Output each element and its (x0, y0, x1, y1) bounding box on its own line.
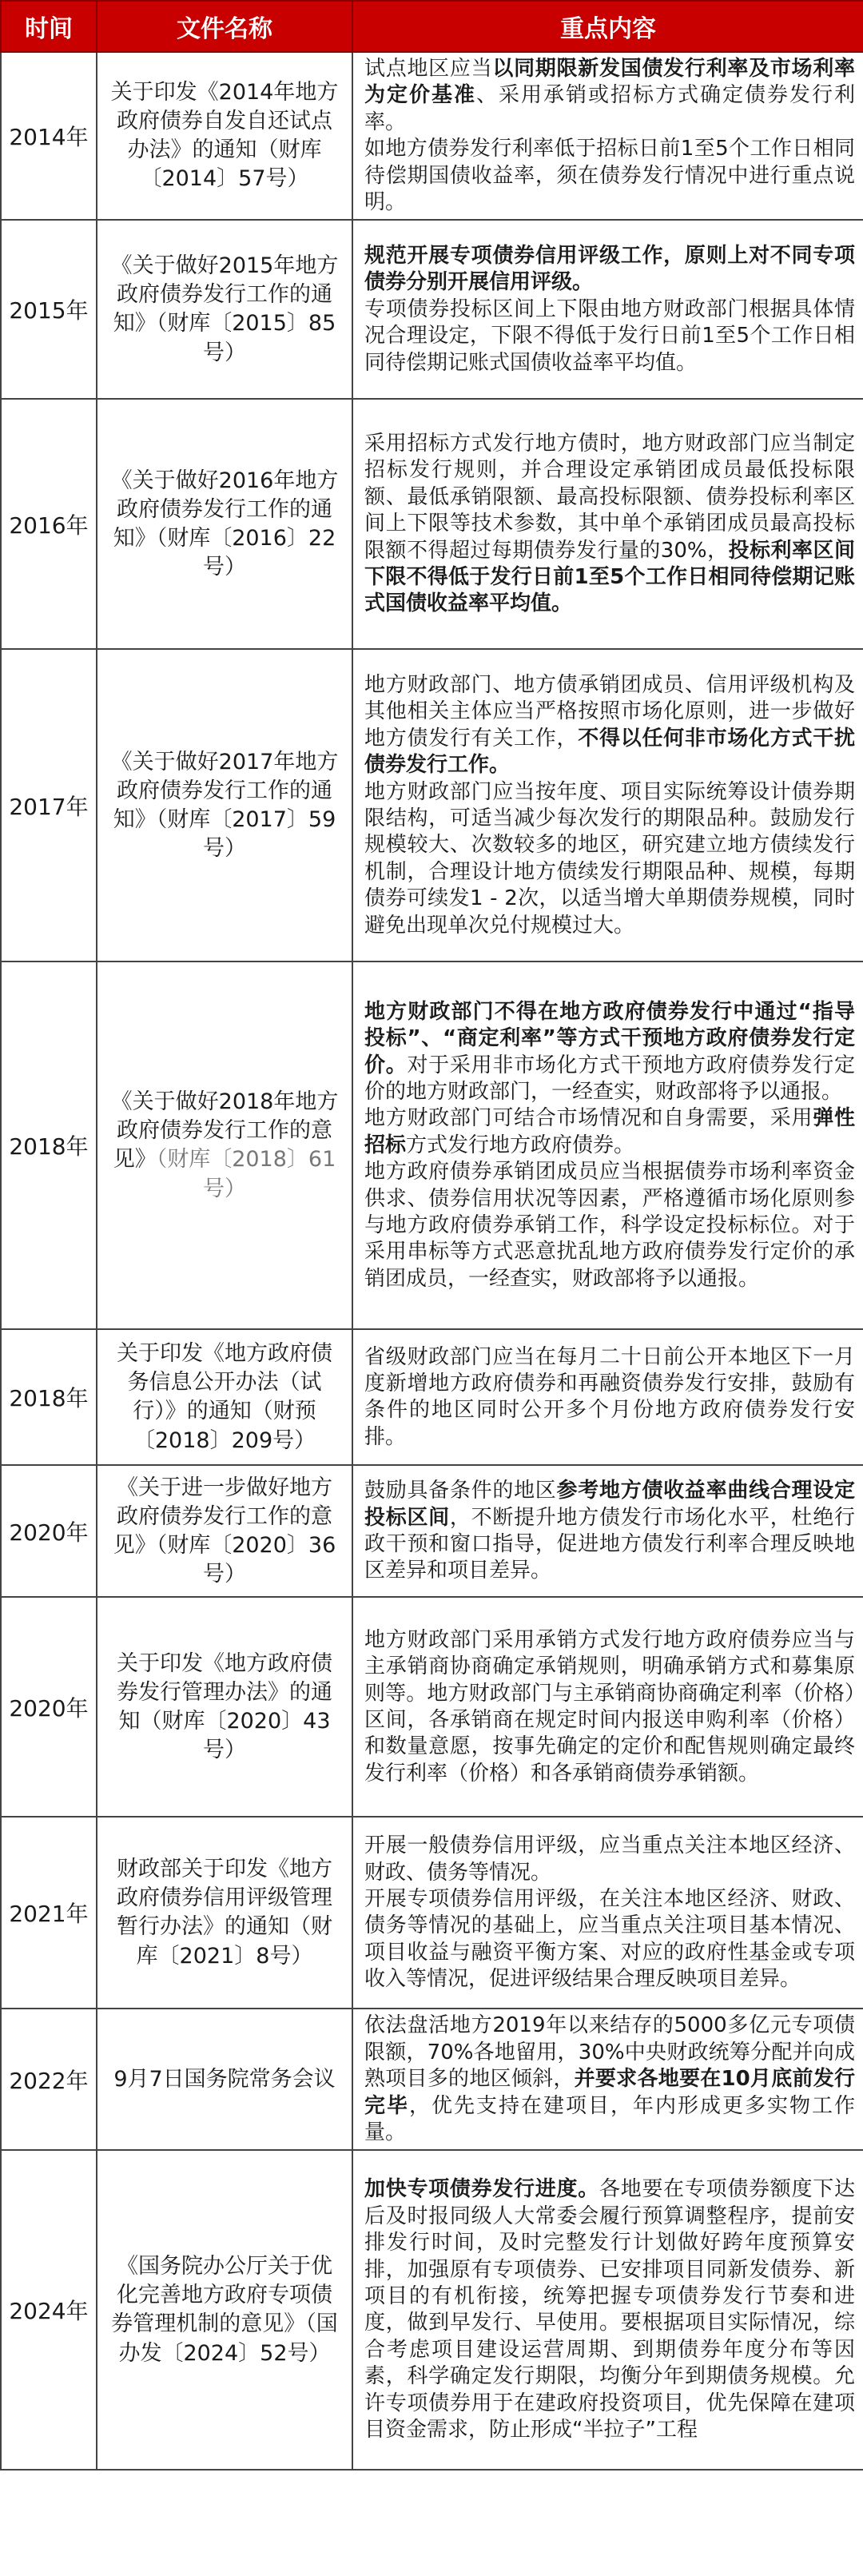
content-emphasis: 地方财政部门不得在地方政府债券发行中通过“指导投标”、“商定利率”等方式干预地方政府债券发行定价。 (364, 999, 855, 1077)
header-content: 重点内容 (352, 1, 863, 52)
row-document (97, 962, 352, 1329)
content-text: 地方财政部门采用承销方式发行地方政府债券应当与主承销商协商确定承销规则，明确承销方式和募集原则等。地方财政部门与主承销商协商确定利率（价格）区间，各承销商在规定时间内报送申购利率（价格）和数量意愿，按事先确定的定价和配售规则确定最终发行利率（价格）和各承销商债券承销额。 (364, 1627, 855, 1786)
content-text: 试点地区应当 (364, 57, 493, 81)
content-paragraph (364, 1627, 855, 1787)
row-document (97, 1817, 352, 2009)
content-text: 方式发行地方政府债券。 (406, 1133, 635, 1157)
row-content (352, 1329, 863, 1465)
row-year: 2015年 (1, 220, 97, 399)
row-content (352, 2150, 863, 2470)
content-paragraph (364, 1344, 855, 1451)
table-row (1, 962, 863, 1329)
content-text: 鼓励具备条件的地区 (364, 1479, 557, 1503)
row-year: 2016年 (1, 399, 97, 649)
row-year: 2022年 (1, 2009, 97, 2150)
doc-title: 《关于做好2016年地方政府债券发行工作的通知》（财库〔2016〕22号） (110, 468, 339, 580)
table-row (1, 399, 863, 649)
row-content (352, 220, 863, 399)
content-emphasis: 以同期限新发国债发行利率及市场利率为定价基准 (364, 57, 855, 108)
table-row (1, 1329, 863, 1465)
content-text: 各地要在专项债券额度下达后及时报同级人大常委会履行预算调整程序，提前安排发行时间，及时完整发行计划做好跨年度预算安排，加强原有专项债券、已安排项目同新发债券、新项目的有机衔接，统筹把握专项债券发行节奏和进度，做到早发行、早使用。要根据项目实际情况，综合考虑项目建设运营周期、到期债券年度分布等因素，科学确定发行期限，均衡分年到期债务规模。允许专项债券用于在建政府投资项目，优先保障在建项目资金需求，防止形成“半拉子”工程 (364, 2177, 855, 2443)
header-year: 时间 (1, 1, 97, 52)
content-text: 地方财政部门、地方债承销团成员、信用评级机构及其他相关主体应当严格按照市场化原则，进一步做好地方债发行有关工作， (364, 672, 855, 751)
table-row (1, 1465, 863, 1597)
content-text: 对于采用非市场化方式干预地方政府债券发行定价的地方财政部门，一经查实，财政部将予以通报。 (364, 1053, 855, 1104)
content-paragraph (364, 1159, 855, 1292)
row-content (352, 52, 863, 220)
content-text: 省级财政部门应当在每月二十日前公开本地区下一月度新增地方政府债券和再融资债券发行安排，鼓励有条件的地区同时公开多个月份地方政府债券发行安排。 (364, 1344, 855, 1449)
doc-title: 《国务院办公厅关于优化完善地方政府专项债券管理机制的意见》（国办发〔2024〕52号） (111, 2254, 338, 2366)
table-header-row (1, 1, 863, 52)
row-document (97, 220, 352, 399)
content-text: 开展一般债券信用评级，应当重点关注本地区经济、财政、债务等情况。 (364, 1833, 855, 1885)
content-emphasis: 弹性招标 (364, 1106, 855, 1157)
content-paragraph (364, 2176, 855, 2443)
row-content (352, 962, 863, 1329)
content-text: ，不断提升地方债发行市场化水平，杜绝行政干预和窗口指导，促进地方债发行利率合理反映地区差异和项目差异。 (364, 1505, 855, 1583)
row-year: 2020年 (1, 1597, 97, 1817)
row-document (97, 649, 352, 962)
content-text: 、采用承销或招标方式确定债券发行利率。 (364, 83, 855, 134)
row-year: 2018年 (1, 1329, 97, 1465)
doc-title: 《关于做好2015年地方政府债券发行工作的通知》（财库〔2015〕85号） (110, 253, 339, 365)
doc-title: 《关于进一步做好地方政府债券发行工作的意见》（财库〔2020〕36号） (113, 1475, 336, 1587)
content-emphasis: 投标利率区间下限不得低于发行日前1至5个工作日相同待偿期记账式国债收益率平均值。 (364, 538, 855, 616)
content-paragraph (364, 1478, 855, 1585)
row-year: 2020年 (1, 1465, 97, 1597)
row-year: 2018年 (1, 962, 97, 1329)
table-row (1, 2009, 863, 2150)
table-row (1, 52, 863, 220)
row-content (352, 1597, 863, 1817)
doc-title: 《关于做好2018年地方政府债券发行工作的意见》 (110, 1089, 339, 1173)
row-document (97, 2150, 352, 2470)
row-document (97, 52, 352, 220)
content-paragraph (364, 56, 855, 136)
doc-title: 关于印发《地方政府债券发行管理办法》的通知（财库〔2020〕43号） (117, 1650, 332, 1763)
row-year: 2021年 (1, 1817, 97, 2009)
row-document (97, 2009, 352, 2150)
doc-title: 关于印发《2014年地方政府债券自发自还试点办法》的通知（财库〔2014〕57号） (110, 79, 339, 192)
content-emphasis: 并要求各地要在10月底前发行完毕 (364, 2067, 855, 2118)
row-content (352, 1817, 863, 2009)
row-content (352, 1465, 863, 1597)
row-document (97, 1329, 352, 1465)
table-row (1, 649, 863, 962)
row-document (97, 399, 352, 649)
content-text: 地方政府债券承销团成员应当根据债券市场利率资金供求、债券信用状况等因素，严格遵循市场化原则参与地方政府债券承销工作，科学设定投标标位。对于采用串标等方式恶意扰乱地方政府债券发行定价的承销团成员，一经查实，财政部将予以通报。 (364, 1160, 855, 1291)
content-text: 采用招标方式发行地方债时，地方财政部门应当制定招标发行规则，并合理设定承销团成员最低投标限额、最低承销限额、最高投标限额、债券投标利率区间上下限等技术参数，其中单个承销团成员最高投标限额不得超过每期债券发行量的30%， (364, 432, 855, 563)
content-paragraph (364, 1105, 855, 1159)
table-row (1, 2150, 863, 2470)
content-emphasis: 规范开展专项债券信用评级工作，原则上对不同专项债券分别开展信用评级。 (364, 243, 855, 295)
content-emphasis: 参考地方债收益率曲线合理设定投标区间 (364, 1479, 855, 1530)
content-paragraph (364, 297, 855, 376)
content-text: 地方财政部门应当按年度、项目实际统筹设计债券期限结构，可适当减少每次发行的期限品种。鼓励发行规模较大、次数较多的地区，研究建立地方债续发行机制，合理设计地方债续发行期限品种、规模，每期债券可续发1 - 2次，以适当增大单期债券规模，同时避免出现单次兑付规模过大。 (364, 779, 855, 938)
content-paragraph (364, 1886, 855, 1993)
content-emphasis: 加快专项债券发行进度。 (364, 2177, 599, 2202)
row-document (97, 1597, 352, 1817)
row-content (352, 2009, 863, 2150)
content-emphasis: 不得以任何非市场化方式干扰债券发行工作。 (364, 726, 855, 778)
content-text: 开展专项债券信用评级，在关注本地区经济、财政、债务等情况的基础上，应当重点关注项目基本情况、项目收益与融资平衡方案、对应的政府性基金或专项收入等情况，促进评级结果合理反映项目差异。 (364, 1887, 855, 1992)
content-text: 地方财政部门可结合市场情况和自身需要，采用 (364, 1106, 813, 1131)
row-year: 2017年 (1, 649, 97, 962)
content-paragraph (364, 1833, 855, 1886)
content-paragraph (364, 136, 855, 216)
content-text: ，优先支持在建项目，年内形成更多实物工作量。 (364, 2093, 855, 2145)
content-text: 如地方债券发行利率低于招标日前1至5个工作日相同待偿期国债收益率，须在债券发行情况中进行重点说明。 (364, 137, 855, 215)
row-document (97, 1465, 352, 1597)
table-row (1, 220, 863, 399)
row-year: 2014年 (1, 52, 97, 220)
content-paragraph (364, 243, 855, 297)
row-year: 2024年 (1, 2150, 97, 2470)
row-content (352, 399, 863, 649)
content-paragraph (364, 2013, 855, 2146)
doc-title: 9月7日国务院常务会议 (113, 2066, 336, 2092)
content-paragraph (364, 431, 855, 618)
doc-number: （财库〔2018〕61号） (156, 1147, 336, 1201)
table-row (1, 1597, 863, 1817)
content-text: 依法盘活地方2019年以来结存的5000多亿元专项债限额，70%各地留用，30%中央财政统筹分配并向成熟项目多的地区倾斜， (364, 2013, 855, 2092)
content-paragraph (364, 999, 855, 1106)
header-doc: 文件名称 (97, 1, 352, 52)
content-text: 专项债券投标区间上下限由地方财政部门根据具体情况合理设定，下限不得低于发行日前1至5个工作日相同待偿期记账式国债收益率平均值。 (364, 297, 855, 375)
content-paragraph (364, 672, 855, 779)
content-paragraph (364, 779, 855, 939)
doc-title: 财政部关于印发《地方政府债券信用评级管理暂行办法》的通知（财库〔2021〕8号） (117, 1857, 332, 1969)
doc-title: 关于印发《地方政府债务信息公开办法（试行）》的通知（财预〔2018〕209号） (117, 1341, 332, 1453)
row-content (352, 649, 863, 962)
doc-title: 《关于做好2017年地方政府债券发行工作的通知》（财库〔2017〕59号） (110, 749, 339, 862)
table-row (1, 1817, 863, 2009)
